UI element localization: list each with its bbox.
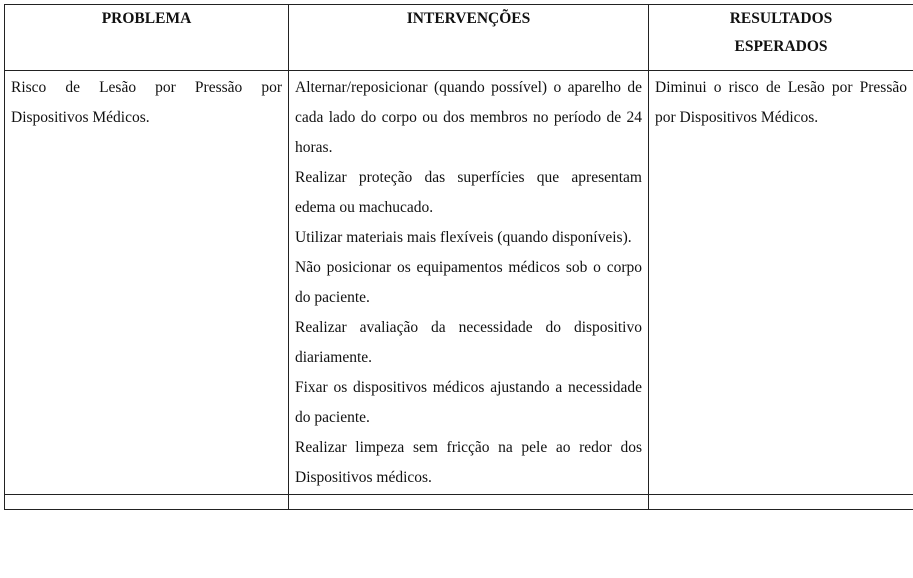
empty-cell [289,495,649,510]
cell-problema [5,71,289,495]
header-row [5,5,913,71]
intervencao-item: Alternar/reposicionar (quando possível) o aparelho de cada lado do corpo ou dos membros no período de 24 horas. [295,79,642,156]
cell-resultados [649,71,913,495]
resultados-text: Diminui o risco de Lesão por Pressão por Dispositivos Médicos. [655,79,907,126]
table-row [5,71,913,495]
intervencao-item: Realizar avaliação da necessidade do dispositivo diariamente. [295,319,642,366]
table-row-continuation [5,495,913,510]
header-problema: PROBLEMA [5,5,289,71]
intervencao-item: Realizar limpeza sem fricção na pele ao redor dos Dispositivos médicos. [295,439,642,486]
empty-cell [649,495,913,510]
intervencao-item: Não posicionar os equipamentos médicos sob o corpo do paciente. [295,259,642,306]
cell-intervencoes [289,71,649,495]
header-resultados-line1: RESULTADOS [729,10,833,27]
empty-cell [5,495,289,510]
intervencao-item: Fixar os dispositivos médicos ajustando a necessidade do paciente. [295,379,642,426]
problema-text: Risco de Lesão por Pressão por Dispositivos Médicos. [11,79,282,126]
header-resultados [649,5,913,71]
care-plan-table [4,4,913,510]
intervencao-item: Realizar proteção das superfícies que apresentam edema ou machucado. [295,169,642,216]
header-intervencoes: INTERVENÇÕES [289,5,649,71]
intervencao-item: Utilizar materiais mais flexíveis (quando disponíveis). [295,229,632,246]
header-resultados-line2: ESPERADOS [734,38,828,55]
